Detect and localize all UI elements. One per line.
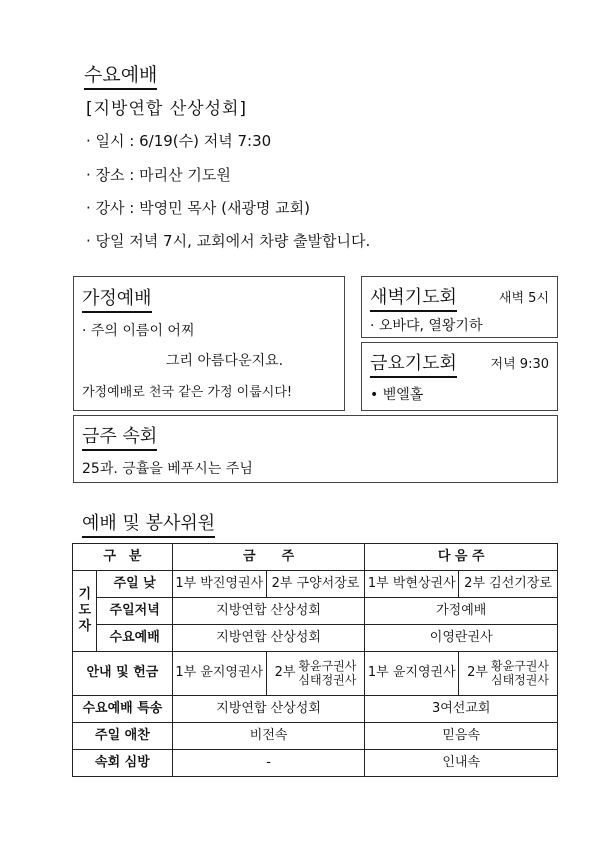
guide-this-2-part: 2부 <box>274 665 296 681</box>
friday-box <box>361 342 558 411</box>
family-title: 가정예배 <box>82 284 152 313</box>
wed-line-4: · 당일 저녁 7시, 교회에서 차량 출발합니다. <box>86 232 371 250</box>
dawn-title: 새벽기도회 <box>370 283 457 312</box>
table-header-row <box>73 544 558 571</box>
visit-next: 인내속 <box>365 750 558 777</box>
staff-title: 예배 및 봉사위원 <box>82 509 215 538</box>
wed-line-3: · 강사 : 박영민 목사 (새광명 교회) <box>86 199 311 217</box>
wed-next: 이영란권사 <box>365 625 558 652</box>
choir-this: 비전속 <box>172 723 365 750</box>
suneve-next: 가정예배 <box>365 598 558 625</box>
table-row <box>73 571 558 598</box>
family-line-1: · 주의 이름이 어찌 <box>82 323 195 339</box>
table-row <box>73 652 558 696</box>
family-line-3: 가정예배로 천국 같은 가정 이룹시다! <box>82 385 293 400</box>
sun-next-2: 2부 김선기장로 <box>459 571 558 598</box>
table-row <box>73 696 558 723</box>
row-label-suneve: 주일저녁 <box>97 598 172 625</box>
wed-line-2: · 장소 : 마리산 기도원 <box>86 166 231 184</box>
dawn-time: 새벽 5시 <box>498 291 549 306</box>
wed-this: 지방연합 산상성회 <box>172 625 365 652</box>
guide-next-2 <box>459 652 558 696</box>
guide-next-2-name-2: 심태정권사 <box>491 672 549 687</box>
friday-title: 금요기도회 <box>370 349 457 378</box>
visit-this: - <box>172 750 365 777</box>
table-row <box>73 598 558 625</box>
row-label-visit: 속회 심방 <box>73 750 173 777</box>
wed-line-1: · 일시 : 6/19(수) 저녁 7:30 <box>86 132 272 150</box>
guide-this-2-name-2: 심태정권사 <box>298 672 357 687</box>
verse-text: 25과. 긍휼을 베푸시는 주님 <box>82 461 253 477</box>
guide-next-2-name-1: 황윤구권사 <box>491 658 549 673</box>
verse-box <box>73 415 558 483</box>
wed-subtitle: [지방연합 산상성회] <box>86 99 248 119</box>
guide-next-1: 1부 윤지영권사 <box>365 652 459 696</box>
staff-table <box>72 543 558 777</box>
row-label-sun: 주일 낮 <box>97 571 172 598</box>
dawn-text: · 오바댜, 열왕기하 <box>370 318 483 334</box>
row-label-guide: 안내 및 헌금 <box>73 652 173 696</box>
choir-next: 믿음속 <box>365 723 558 750</box>
guide-this-1: 1부 윤지영권사 <box>172 652 266 696</box>
wed-title: 수요예배 <box>84 60 157 90</box>
guide-next-2-part: 2부 <box>467 665 488 681</box>
sun-next-1: 1부 박현상권사 <box>365 571 459 598</box>
special-next: 3여선교회 <box>365 696 558 723</box>
header-next: 다 음 주 <box>365 544 558 571</box>
table-row <box>73 750 558 777</box>
row-label-special: 수요예배 특송 <box>73 696 173 723</box>
verse-title: 금주 속회 <box>82 422 157 451</box>
table-row <box>73 625 558 652</box>
friday-time: 저녁 9:30 <box>490 357 549 372</box>
row-label-wed: 수요예배 <box>97 625 172 652</box>
dawn-box <box>361 276 558 338</box>
header-cat: 구 분 <box>73 544 173 571</box>
suneve-this: 지방연합 산상성회 <box>172 598 365 625</box>
friday-text: • 벧엘홀 <box>370 387 424 403</box>
guide-this-2-name-1: 황윤구권사 <box>298 658 357 673</box>
table-row <box>73 723 558 750</box>
header-this: 금 주 <box>172 544 365 571</box>
row-label-choir: 주일 애찬 <box>73 723 173 750</box>
family-box <box>73 276 345 411</box>
family-line-2: 그리 아름다운지요. <box>166 353 284 369</box>
special-this: 지방연합 산상성회 <box>172 696 365 723</box>
guide-this-2 <box>266 652 365 696</box>
sun-this-2: 2부 구양서장로 <box>266 571 365 598</box>
group-prayer: 기 도 자 <box>73 571 97 652</box>
sun-this-1: 1부 박진영권사 <box>172 571 266 598</box>
